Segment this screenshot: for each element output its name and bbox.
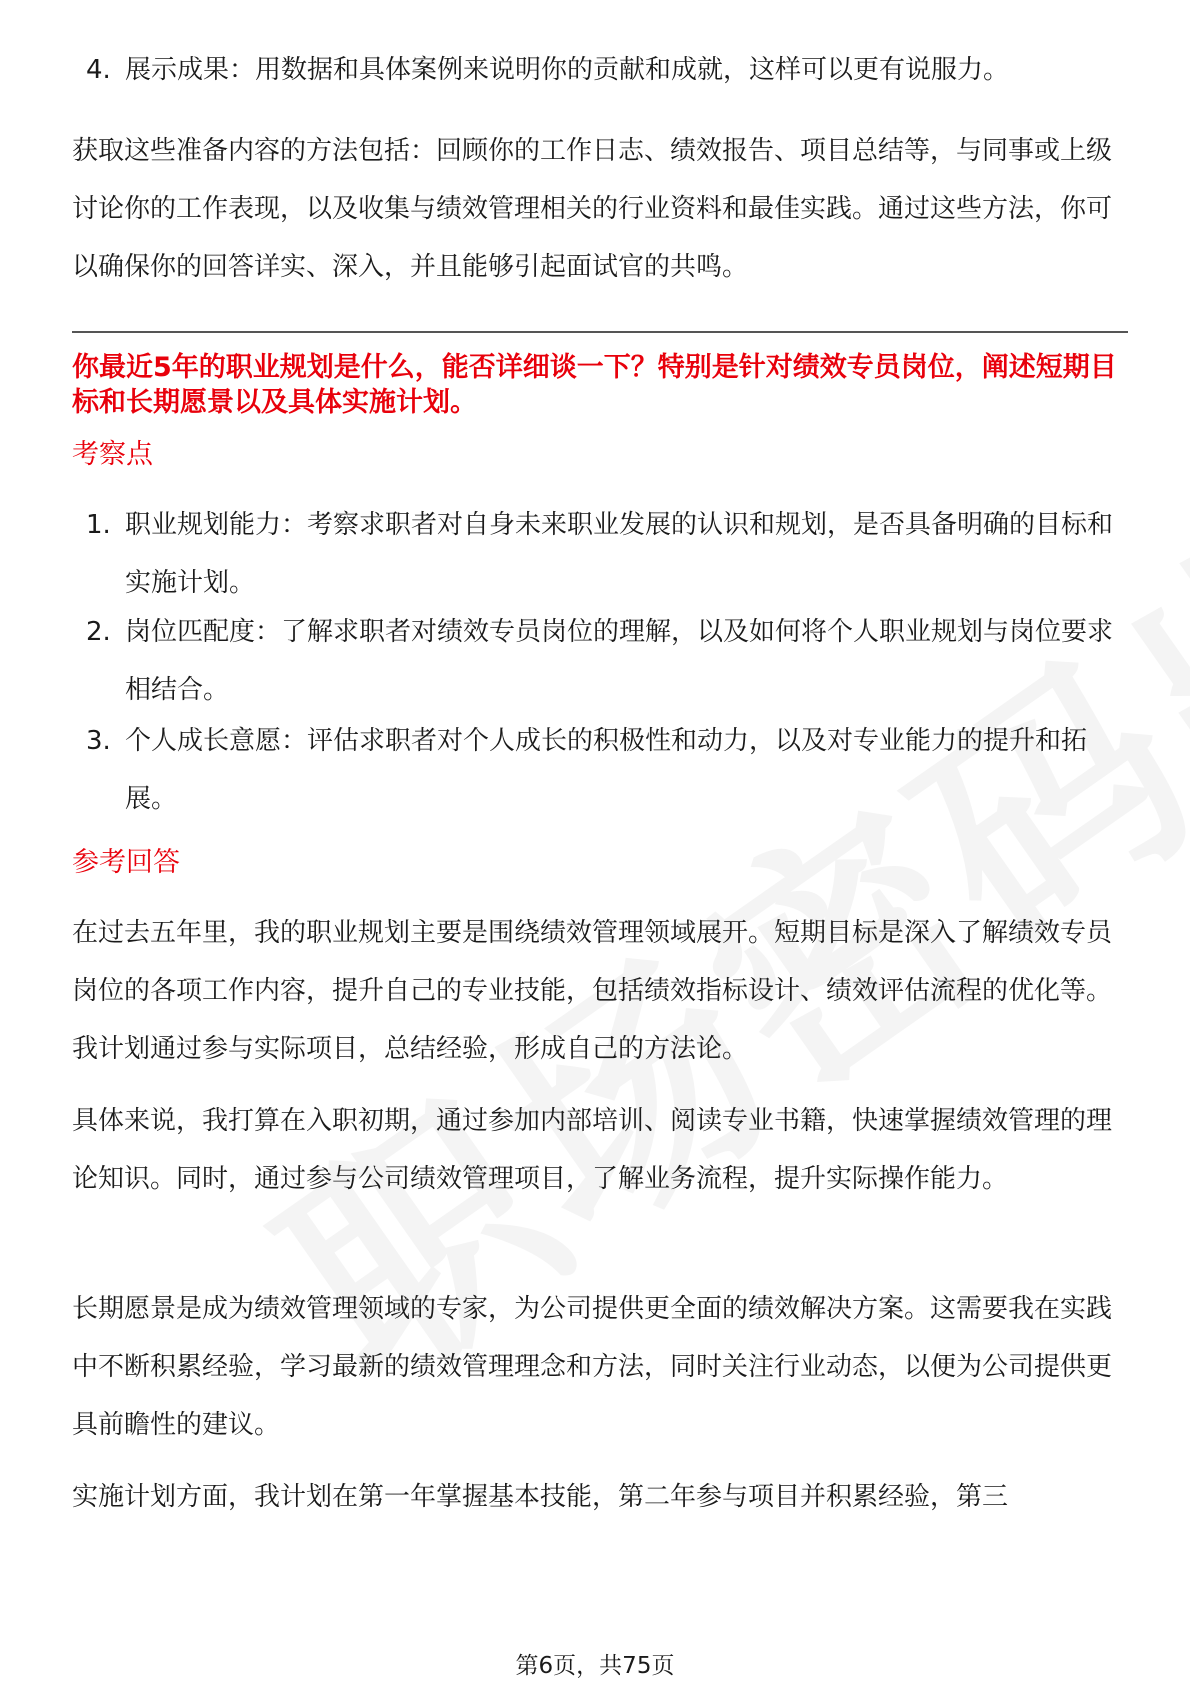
list-number: 4. <box>86 55 111 85</box>
list-item <box>72 41 1125 99</box>
list-text: 岗位匹配度：了解求职者对绩效专员岗位的理解，以及如何将个人职业规划与岗位要求相结合。 <box>125 617 1114 705</box>
answer-paragraph-2: 具体来说，我打算在入职初期，通过参加内部培训、阅读专业书籍，快速掌握绩效管理的理论知识。同时，通过参与公司绩效管理项目，了解业务流程，提升实际操作能力。 <box>72 1106 1113 1194</box>
section-divider <box>72 331 1128 333</box>
examine-item-1 <box>72 496 1125 612</box>
reference-answer-heading: 参考回答 <box>72 847 180 878</box>
answer-paragraph-3: 长期愿景是成为绩效管理领域的专家，为公司提供更全面的绩效解决方案。这需要我在实践中不断积累经验，学习最新的绩效管理理念和方法，同时关注行业动态，以便为公司提供更具前瞻性的建议。 <box>72 1294 1113 1440</box>
examine-item-2 <box>72 603 1125 719</box>
list-text: 职业规划能力：考察求职者对自身未来职业发展的认识和规划，是否具备明确的目标和实施计划。 <box>125 510 1114 598</box>
examine-item-3 <box>72 712 1125 828</box>
document-page <box>72 0 1128 1684</box>
examine-points-heading: 考察点 <box>72 439 153 470</box>
list-number: 2. <box>86 617 111 647</box>
list-text: 展示成果：用数据和具体案例来说明你的贡献和成就，这样可以更有说服力。 <box>125 55 1010 85</box>
list-number: 3. <box>86 726 111 756</box>
list-number: 1. <box>86 510 111 540</box>
list-text: 个人成长意愿：评估求职者对个人成长的积极性和动力，以及对专业能力的提升和拓展。 <box>125 726 1088 814</box>
answer-paragraph-4: 实施计划方面，我计划在第一年掌握基本技能，第二年参与项目并积累经验，第三 <box>72 1482 1009 1512</box>
answer-paragraph-1: 在过去五年里，我的职业规划主要是围绕绩效管理领域展开。短期目标是深入了解绩效专员岗位的各项工作内容，提升自己的专业技能，包括绩效指标设计、绩效评估流程的优化等。我计划通过参与实际项目，总结经验，形成自己的方法论。 <box>72 918 1113 1064</box>
method-paragraph: 获取这些准备内容的方法包括：回顾你的工作日志、绩效报告、项目总结等，与同事或上级讨论你的工作表现，以及收集与绩效管理相关的行业资料和最佳实践。通过这些方法，你可以确保你的回答详实、深入，并且能够引起面试官的共鸣。 <box>72 136 1113 282</box>
page-footer: 第6页，共75页 <box>515 1653 675 1679</box>
interview-question: 你最近5年的职业规划是什么，能否详细谈一下？特别是针对绩效专员岗位，阐述短期目标和长期愿景以及具体实施计划。 <box>72 352 1117 418</box>
